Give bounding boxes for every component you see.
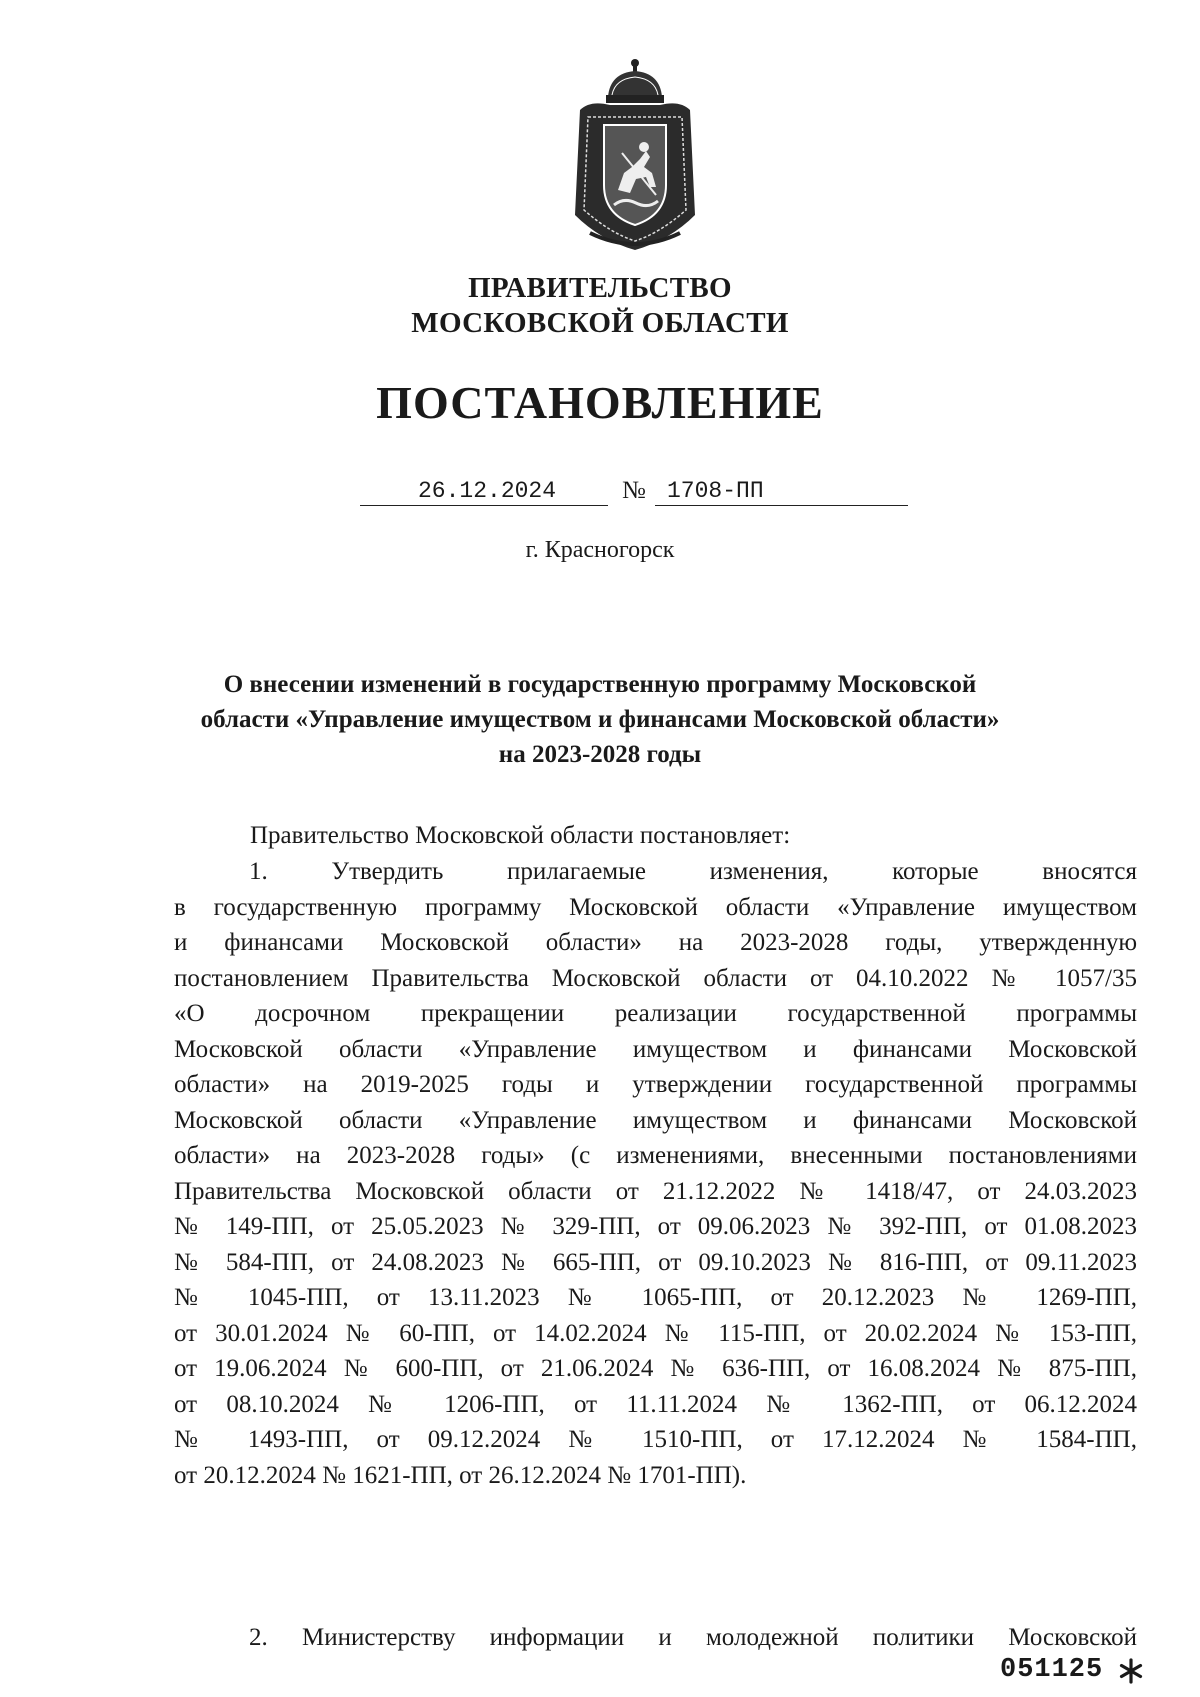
document-serial-number: 051125 [1000, 1655, 1104, 1685]
document-title-line1: О внесении изменений в государственную программу Московской [223, 671, 977, 698]
clause-1-line: № 149-ПП, от 25.05.2023 № 329-ПП, от 09.06.2023 № 392-ПП, от 01.08.2023 [174, 1213, 1137, 1240]
clause-1-line: постановлением Правительства Московской области от 04.10.2022 № 1057/35 [174, 964, 1137, 992]
clause-1 [174, 854, 1137, 1493]
organization-name-line1: ПРАВИТЕЛЬСТВО [468, 272, 732, 304]
clause-1-line: от 08.10.2024 № 1206-ПП, от 11.11.2024 № 1362-ПП, от 06.12.2024 [174, 1390, 1137, 1418]
clause-1-line: и финансами Московской области» на 2023-2028 годы, утвержденную [174, 929, 1137, 956]
document-title-line2: области «Управление имуществом и финансами Московской области» [200, 706, 1000, 733]
city: г. Красногорск [525, 537, 675, 563]
clause-2-line: 2. Министерству информации и молодежной политики Московской [249, 1624, 1137, 1651]
clause-1-line: Правительства Московской области от 21.12.2022 № 1418/47, от 24.03.2023 [174, 1177, 1137, 1205]
coat-of-arms-icon [560, 55, 710, 255]
document-type: ПОСТАНОВЛЕНИЕ [376, 377, 824, 428]
clause-1-line: № 1045-ПП, от 13.11.2023 № 1065-ПП, от 20.12.2023 № 1269-ПП, [174, 1284, 1137, 1311]
asterisk-icon [1118, 1658, 1144, 1684]
clause-1-line: «О досрочном прекращении реализации государственной программы [174, 1000, 1137, 1027]
clause-1-line: в государственную программу Московской области «Управление имуществом [174, 893, 1137, 921]
clause-1-line: от 30.01.2024 № 60-ПП, от 14.02.2024 № 115-ПП, от 20.02.2024 № 153-ПП, [174, 1319, 1137, 1347]
clause-1-line: области» на 2023-2028 годы» (с изменениями, внесенными постановлениями [174, 1142, 1137, 1169]
organization-name-line2: МОСКОВСКОЙ ОБЛАСТИ [411, 307, 789, 339]
clause-1-line: Московской области «Управление имуществом и финансами Московской [174, 1035, 1137, 1063]
clause-1-line: Московской области «Управление имуществом и финансами Московской [174, 1106, 1137, 1134]
clause-1-line: № 584-ПП, от 24.08.2023 № 665-ПП, от 09.10.2023 № 816-ПП, от 09.11.2023 [174, 1248, 1137, 1276]
clause-1-line: 1. Утвердить прилагаемые изменения, которые вносятся [249, 858, 1137, 885]
clause-2 [174, 1620, 1137, 1656]
number-sign: № [622, 477, 646, 504]
date-underline [360, 505, 608, 506]
clause-1-line: от 20.12.2024 № 1621-ПП, от 26.12.2024 № 1701-ПП). [174, 1461, 747, 1489]
number-underline [655, 505, 908, 506]
document-title-line3: на 2023-2028 годы [498, 741, 702, 768]
document-date: 26.12.2024 [418, 478, 557, 504]
clause-1-line: области» на 2019-2025 годы и утверждении государственной программы [174, 1071, 1137, 1098]
clause-1-line: от 19.06.2024 № 600-ПП, от 21.06.2024 № 636-ПП, от 16.08.2024 № 875-ПП, [174, 1355, 1137, 1382]
clause-1-line: № 1493-ПП, от 09.12.2024 № 1510-ПП, от 17.12.2024 № 1584-ПП, [174, 1426, 1137, 1453]
document-number: 1708-ПП [667, 478, 764, 504]
preamble: Правительство Московской области постановляет: [250, 822, 791, 849]
